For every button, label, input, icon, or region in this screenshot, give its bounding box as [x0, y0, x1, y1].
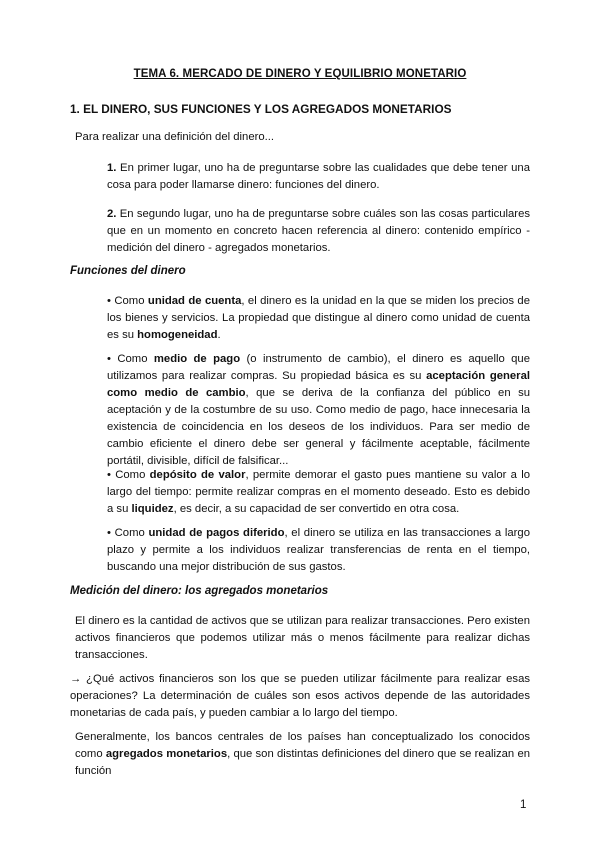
- bold-term: depósito de valor: [149, 469, 246, 481]
- text-run: • Como: [107, 527, 149, 539]
- medicion-paragraph-1: El dinero es la cantidad de activos que se utilizan para realizar transacciones. Pero existen activos financieros que podemos utilizar más o menos fácilmente para realizar dichas transacciones.: [75, 615, 530, 661]
- bold-term: agregados monetarios: [105, 748, 228, 760]
- text-run: • Como: [107, 469, 150, 481]
- text-run: , que se deriva de la confianza del público en su aceptación y de la costumbre de su uso. Como medio de pago, hace innecesaria la existencia de coincidencia en los deseos de los individuos. Para ser medio de cambio eficiente el dinero debe ser general y fácilmente aceptable, fácilmente portátil, divisible, difícil de falsificar...: [107, 387, 531, 467]
- funcion-unidad-cuenta: [107, 293, 530, 344]
- bold-term: homogeneidad: [137, 329, 218, 341]
- bold-term: medio de pago: [153, 353, 241, 365]
- bold-term: liquidez: [131, 503, 174, 515]
- point-2-text: En segundo lugar, uno ha de preguntarse sobre cuáles son las cosas particulares que en un momento en concreto hacen referencia al dinero: contenido empírico - medición del dinero - agregados monetarios.: [107, 208, 530, 254]
- medicion-heading: Medición del dinero: los agregados monetarios: [70, 585, 329, 597]
- bold-term: unidad de cuenta: [147, 295, 242, 307]
- page-number: 1: [520, 799, 527, 811]
- text-run: (o instrumento de cambio), el dinero es aquello que utilizamos para realizar compras. Su propiedad básica es su: [107, 353, 530, 382]
- point-2-paragraph: [107, 206, 530, 257]
- text-run: .: [217, 329, 221, 341]
- funcion-pagos-diferido: [107, 525, 530, 576]
- text-run: , el dinero se utiliza en las transacciones a largo plazo y permite a los individuos realizar transferencias de renta en el tiempo, buscando una mejor distribución de sus gastos.: [107, 527, 530, 573]
- funcion-medio-pago: [107, 351, 530, 470]
- section-heading-1: 1. EL DINERO, SUS FUNCIONES Y LOS AGREGADOS MONETARIOS: [70, 102, 452, 116]
- medicion-paragraph-2: → ¿Qué activos financieros son los que se pueden utilizar fácilmente para realizar esas operaciones? La determinación de cuáles son esos activos depende de las autoridades monetarias de cada país, y pueden cambiar a lo largo del tiempo.: [70, 673, 530, 719]
- funcion-deposito-valor: [107, 467, 530, 518]
- intro-paragraph: Para realizar una definición del dinero...: [75, 131, 275, 143]
- bold-term: aceptación general como medio de cambio: [107, 370, 530, 399]
- point-1-text: En primer lugar, uno ha de preguntarse sobre las cualidades que debe tener una cosa para poder llamarse dinero: funciones del dinero.: [107, 162, 530, 191]
- point-1-number: 1.: [107, 162, 117, 174]
- bold-term: unidad de pagos diferido: [148, 527, 285, 539]
- text-run: , el dinero es la unidad en la que se miden los precios de los bienes y servicios. La propiedad que distingue al dinero como unidad de cuenta es su: [107, 295, 530, 341]
- text-run: , que son distintas definiciones del dinero que se realizan en función: [75, 748, 531, 777]
- text-run: , es decir, a su capacidad de ser convertido en otra cosa.: [173, 503, 460, 515]
- page-title: TEMA 6. MERCADO DE DINERO Y EQUILIBRIO MONETARIO: [133, 68, 467, 80]
- text-run: , permite demorar el gasto pues mantiene su valor a lo largo del tiempo: permite realizar compras en el momento deseado. Esto es debido a su: [107, 469, 531, 515]
- point-1-paragraph: [107, 160, 530, 194]
- funciones-heading: Funciones del dinero: [70, 265, 186, 277]
- text-run: • Como: [107, 295, 148, 307]
- text-run: Generalmente, los bancos centrales de los países han conceptualizado los conocidos como: [75, 731, 530, 760]
- medicion-paragraph-3: [75, 729, 530, 780]
- text-run: • Como: [107, 353, 154, 365]
- point-2-number: 2.: [107, 208, 117, 220]
